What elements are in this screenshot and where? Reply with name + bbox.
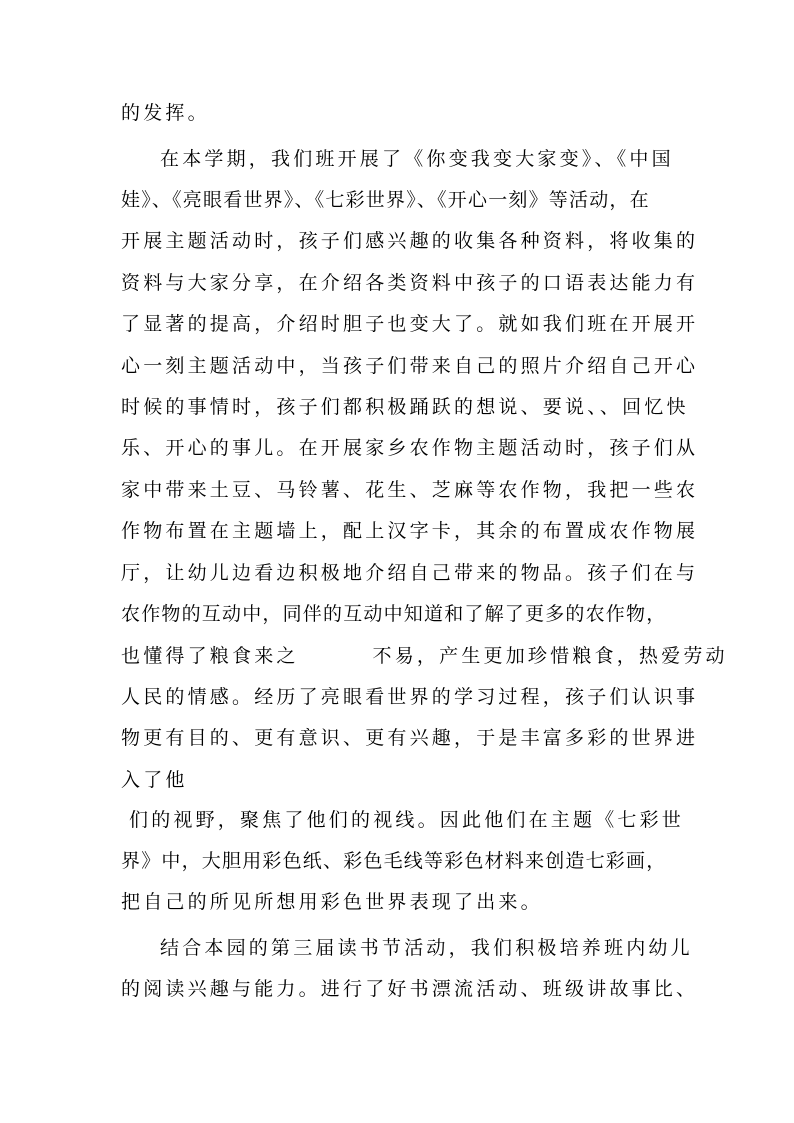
text-line: 把自己的所见所想用彩色世界表现了出来。: [121, 891, 543, 913]
text-line: 的发挥。: [121, 102, 210, 124]
text-line: 们的视野，聚焦了他们的视线。因此他们在主题《七彩世: [129, 809, 685, 831]
text-line: 心一刻主题活动中，当孩子们带来自己的照片介绍自己开心: [121, 355, 699, 377]
text-line: 乐、开心的事儿。在开展家乡农作物主题活动时，孩子们从: [121, 437, 699, 459]
text-line: 资料与大家分享，在介绍各类资料中孩子的口语表达能力有: [121, 272, 699, 294]
text-line: 家中带来土豆、马铃薯、花生、芝麻等农作物，我把一些农: [121, 479, 699, 501]
text-line: 也懂得了粮食来之 不易，产生更加珍惜粮食，热爱劳动: [121, 645, 728, 667]
text-line: 了显著的提高，介绍时胆子也变大了。就如我们班在开展开: [121, 313, 699, 335]
text-line: 时候的事情时，孩子们都积极踊跃的想说、要说、、回忆快: [121, 396, 689, 418]
text-line: 结合本园的第三届读书节活动，我们积极培养班内幼儿: [160, 937, 693, 959]
text-line: 在本学期，我们班开展了《你变我变大家变》、《中国: [160, 148, 674, 170]
text-line: 作物布置在主题墙上，配上汉字卡，其余的布置成农作物展: [121, 520, 699, 542]
text-line: 厅，让幼儿边看边积极地介绍自己带来的物品。孩子们在与: [121, 562, 699, 584]
text-line: 物更有目的、更有意识、更有兴趣，于是丰富多彩的世界进: [121, 727, 699, 749]
text-line: 的阅读兴趣与能力。进行了好书漂流活动、班级讲故事比、: [121, 978, 699, 1000]
text-line: 娃》、《亮眼看世界》、《七彩世界》、《开心一刻》等活动，在: [121, 189, 650, 211]
text-line: 人民的情感。经历了亮眼看世界的学习过程，孩子们认识事: [121, 686, 699, 708]
text-line: 入了他: [121, 769, 188, 791]
text-line: 界》中，大胆用彩色纸、彩色毛线等彩色材料来创造七彩画，: [121, 850, 667, 872]
text-line: 农作物的互动中，同伴的互动中知道和了解了更多的农作物，: [121, 603, 667, 625]
text-line: 开展主题活动时，孩子们感兴趣的收集各种资料，将收集的: [121, 230, 699, 252]
